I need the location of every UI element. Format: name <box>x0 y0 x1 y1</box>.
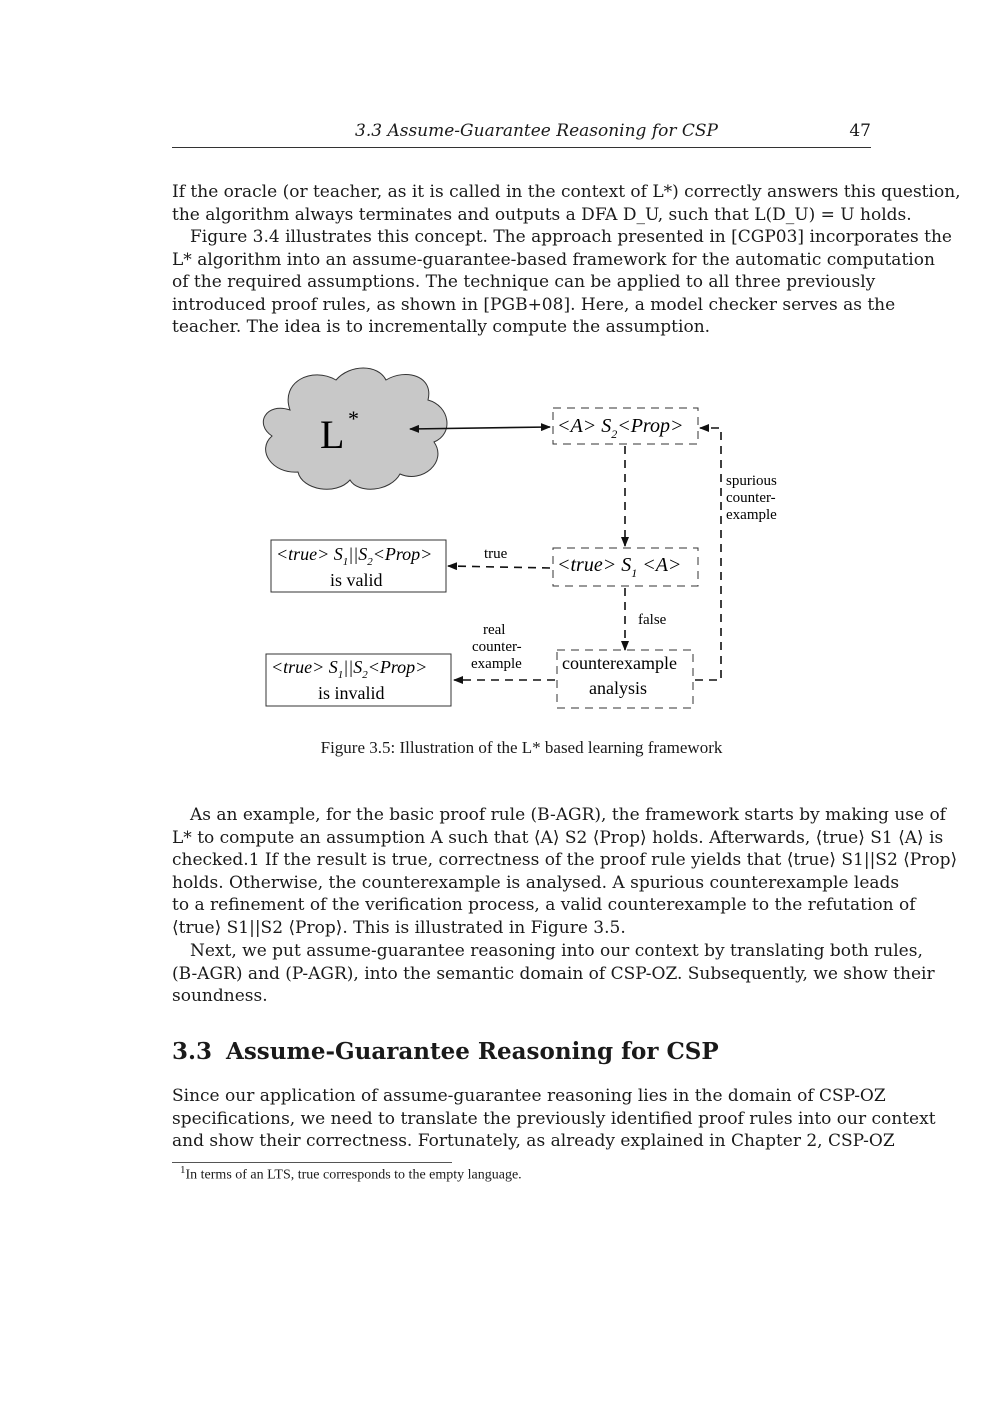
box-analysis-line1: counterexample <box>562 653 677 673</box>
section-title: Assume-Guarantee Reasoning for CSP <box>226 1038 719 1065</box>
label-real-2: counter- <box>472 639 522 655</box>
framework-figure <box>250 362 790 718</box>
footnote-text: In terms of an LTS, true corresponds to the empty language. <box>185 1167 522 1183</box>
text-line: specifications, we need to translate the previously identified proof rules into our context <box>172 1108 936 1129</box>
text-line: ⟨true⟩ S1||S2 ⟨Prop⟩. This is illustrated in Figure 3.5. <box>172 917 626 938</box>
label-true: true <box>484 546 508 562</box>
label-spurious-3: example <box>726 507 777 523</box>
text-line: Since our application of assume-guarantee reasoning lies in the domain of CSP-OZ <box>172 1086 886 1106</box>
running-head <box>172 121 871 148</box>
text-line: to a refinement of the verification process, a valid counterexample to the refutation of <box>172 895 916 916</box>
text-line: If the oracle (or teacher, as it is called in the context of L*) correctly answers this question, <box>172 182 961 202</box>
box-analysis-line2: analysis <box>589 678 647 698</box>
text-line: Next, we put assume-guarantee reasoning into our context by translating both rules, <box>190 941 923 961</box>
label-spurious-1: spurious <box>726 473 777 489</box>
text-line: holds. Otherwise, the counterexample is analysed. A spurious counterexample leads <box>172 872 900 893</box>
text-line: introduced proof rules, as shown in [PGB+08]. Here, a model checker serves as the <box>172 294 896 315</box>
cloud-label: L <box>320 412 345 457</box>
footnote-rule <box>172 1162 452 1163</box>
paragraph-1 <box>172 181 961 226</box>
paragraph-3 <box>172 804 958 940</box>
cloud-star: * <box>348 406 359 431</box>
section-number: 3.3 <box>172 1038 213 1065</box>
text-line: L* to compute an assumption A such that ⟨A⟩ S2 ⟨Prop⟩ holds. Afterwards, ⟨true⟩ S1 ⟨A⟩ is <box>172 827 944 848</box>
text-line: teacher. The idea is to incrementally compute the assumption. <box>172 317 711 338</box>
paragraph-4 <box>172 940 935 1008</box>
text-line: soundness. <box>172 986 268 1007</box>
text-line: the algorithm always terminates and outputs a DFA D_U, such that L(D_U) = U holds. <box>172 204 912 225</box>
text-line: checked.1 If the result is true, correctness of the proof rule yields that ⟨true⟩ S1||S2 ⟨Prop⟩ <box>172 850 958 871</box>
running-title: 3.3 Assume-Guarantee Reasoning for CSP <box>355 121 718 141</box>
label-false: false <box>638 612 667 628</box>
figure-caption: Figure 3.5: Illustration of the L* based learning framework <box>320 738 723 757</box>
footnote <box>180 1164 522 1184</box>
paragraph-5 <box>172 1085 936 1153</box>
box-invalid-line2: is invalid <box>318 683 385 703</box>
paragraph-2 <box>172 226 952 339</box>
arrow-true <box>448 566 550 568</box>
box-invalid-line1: <true> $S_1||S_2<Prop>$ <box>271 657 428 681</box>
text-line: and show their correctness. Fortunately, as already explained in Chapter 2, CSP-OZ <box>172 1131 895 1152</box>
arrow-spurious <box>695 428 721 680</box>
label-real-1: real <box>483 622 506 638</box>
text-line: Figure 3.4 illustrates this concept. The approach presented in [CGP03] incorporates the <box>190 227 952 247</box>
section-heading <box>172 1038 733 1065</box>
text-line: (B-AGR) and (P-AGR), into the semantic domain of CSP-OZ. Subsequently, we show their <box>172 963 935 984</box>
text-line: L* algorithm into an assume-guarantee-based framework for the automatic computation <box>172 249 935 270</box>
box-top-label: $<A> S_2<Prop>$ <box>557 415 684 441</box>
box-valid-line2: is valid <box>330 570 383 590</box>
label-real-3: example <box>471 656 522 672</box>
text-line: As an example, for the basic proof rule (B-AGR), the framework starts by making use of <box>190 805 946 825</box>
footnote-marker: 1 <box>180 1164 186 1176</box>
page-number: 47 <box>849 121 871 141</box>
text-line: of the required assumptions. The technique can be applied to all three previously <box>172 272 876 293</box>
box-mid-label: <true> $S_1 <A>$ <box>557 554 682 580</box>
label-spurious-2: counter- <box>726 490 776 506</box>
box-valid-line1: <true> $S_1||S_2<Prop>$ <box>276 544 433 568</box>
